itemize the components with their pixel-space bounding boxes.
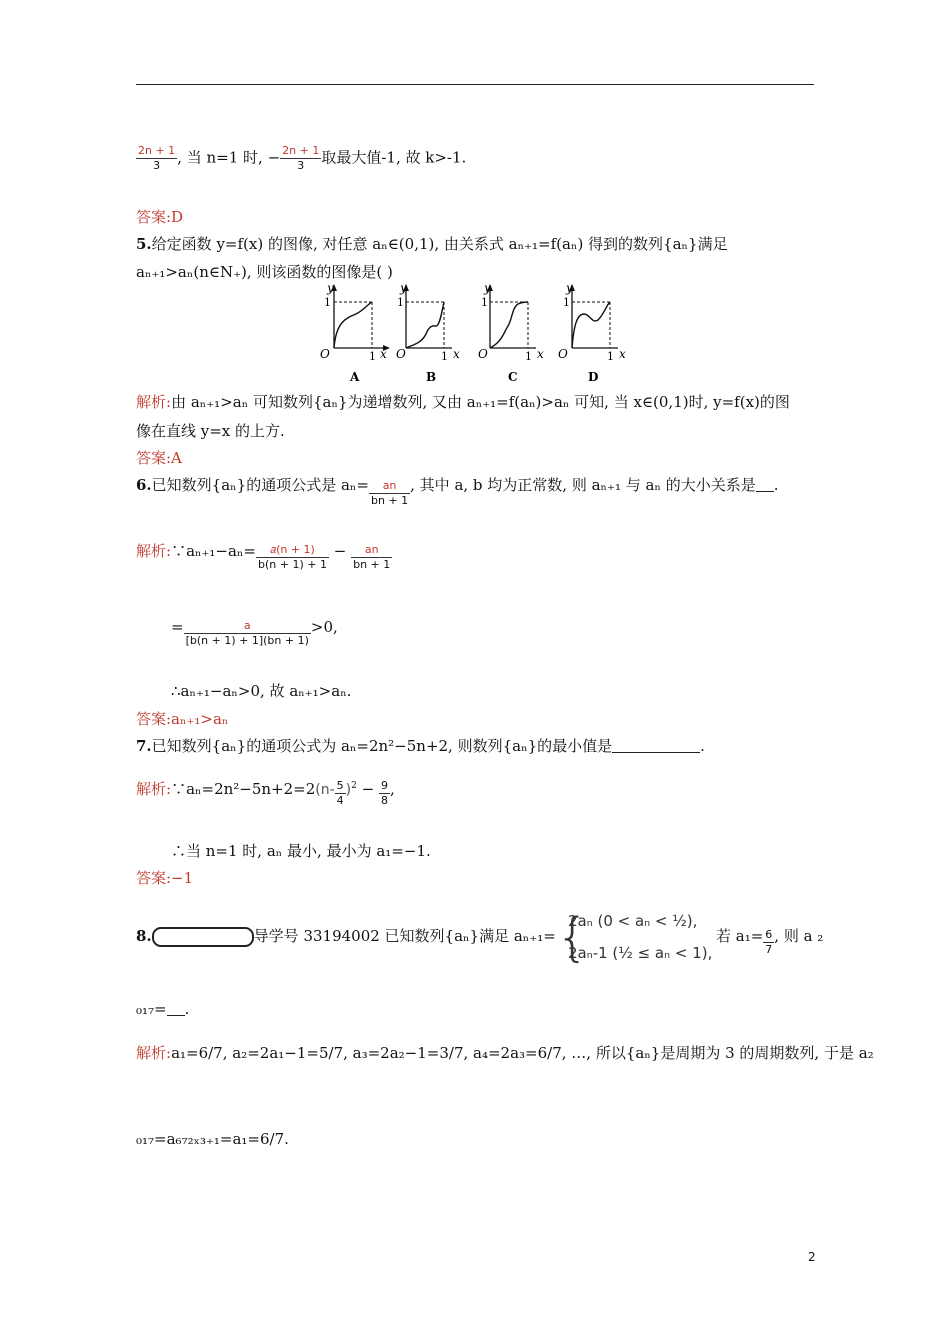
question-8-line2: ₀₁₇= .: [136, 1000, 190, 1018]
svg-text:y: y: [327, 282, 334, 295]
svg-text:B: B: [426, 370, 437, 384]
tag-pill: [152, 927, 254, 947]
function-graphs: [316, 282, 636, 386]
svg-text:O: O: [320, 347, 330, 361]
svg-text:1: 1: [525, 350, 532, 363]
svg-text:x: x: [453, 347, 460, 361]
fraction: $\frac{\text{𝑎(n + 1)}}{b(n + 1) + 1}$: [258, 543, 327, 571]
svg-text:O: O: [396, 347, 406, 361]
svg-text:O: O: [558, 347, 568, 361]
fraction: $\frac{9}{8}$: [381, 779, 389, 807]
answer-5: 答案:A: [136, 449, 182, 467]
svg-text:1: 1: [481, 296, 488, 309]
svg-text:1: 1: [441, 350, 448, 363]
fraction: $\frac{an}{bn + 1}$: [353, 543, 391, 571]
prev-solution-line: $\frac{2n + 1}{3}$ , 当 n=1 时, − $\frac{2n + 1}{3}$ 取最大值-1, 故 k>-1.: [138, 144, 467, 172]
svg-text:O: O: [478, 347, 488, 361]
svg-text:C: C: [508, 370, 518, 384]
q6-analysis: 解析:∵aₙ₊₁−aₙ= $\frac{\text{𝑎(n + 1)}}{b(n + 1) + 1}$ − $\frac{an}{bn + 1}$: [136, 542, 391, 571]
answer-prev: 答案:D: [136, 208, 184, 226]
svg-text:1: 1: [563, 296, 570, 309]
svg-text:1: 1: [369, 350, 376, 363]
page-number: 2: [808, 1250, 816, 1264]
svg-text:A: A: [350, 370, 360, 384]
q5-analysis: 解析:由 aₙ₊₁>aₙ 可知数列{aₙ}为递增数列, 又由 aₙ₊₁=f(aₙ)>aₙ 可知, 当 x∈(0,1)时, y=f(x)的图: [136, 393, 790, 411]
svg-text:y: y: [400, 282, 407, 295]
graph-a: [320, 282, 390, 384]
question-5-line2: aₙ₊₁>aₙ(n∈N₊), 则该函数的图像是( ): [136, 263, 393, 281]
svg-text:1: 1: [607, 350, 614, 363]
svg-text:1: 1: [397, 296, 404, 309]
question-8: 8. 导学号 33194002 已知数列{aₙ}满足 aₙ₊₁=: [136, 927, 556, 945]
answer-6: 答案:aₙ₊₁>aₙ: [136, 710, 229, 728]
q6-analysis-step3: ∴aₙ₊₁−aₙ>0, 故 aₙ₊₁>aₙ.: [171, 682, 352, 700]
graph-b: [396, 282, 460, 384]
fraction: $\frac{5}{4}$: [336, 779, 344, 807]
svg-text:D: D: [588, 370, 599, 384]
svg-text:y: y: [566, 282, 573, 295]
brace: {: [556, 908, 590, 968]
fraction: $\frac{a}{[b(n + 1) + 1](bn + 1)}$: [185, 619, 309, 647]
question-5: 5.给定函数 y=f(x) 的图像, 对任意 aₙ∈(0,1), 由关系式 aₙ₊₁=f(aₙ) 得到的数列{aₙ}满足: [136, 235, 728, 253]
question-7: 7.已知数列{aₙ}的通项公式为 aₙ=2n²−5n+2, 则数列{aₙ}的最小值是 .: [136, 737, 705, 755]
svg-text:x: x: [380, 347, 387, 361]
answer-7: 答案:−1: [136, 869, 194, 887]
svg-text:x: x: [537, 347, 544, 361]
graph-c: [478, 282, 544, 384]
fraction: $\frac{2n + 1}{3}$: [282, 144, 320, 172]
answer-blank: [167, 1001, 185, 1016]
question-6: 6.已知数列{aₙ}的通项公式是 aₙ= $\frac{an}{bn + 1}$ , 其中 a, b 均为正常数, 则 aₙ₊₁ 与 aₙ 的大小关系是 .: [136, 476, 779, 507]
q5-analysis-line2: 像在直线 y=x 的上方.: [136, 422, 285, 440]
fraction: $\frac{2n + 1}{3}$: [138, 144, 176, 172]
q8-condition: 若 a₁= $\frac{6}{7}$ , 则 a ₂: [716, 927, 824, 956]
q8-analysis: 解析:a₁=6/7, a₂=2a₁−1=5/7, a₃=2a₂−1=3/7, a₄=2a₃=6/7, …, 所以{aₙ}是周期为 3 的周期数列, 于是 a₂: [136, 1044, 874, 1062]
answer-blank: [756, 477, 774, 492]
svg-text:x: x: [619, 347, 626, 361]
q7-analysis: 解析:∵aₙ=2n²−5n+2=2(n- $\frac{5}{4}$ )$^2$ − $\frac{9}{8}$ ,: [136, 779, 395, 807]
graph-d: [558, 282, 626, 384]
svg-text:1: 1: [324, 296, 331, 309]
q6-analysis-step2: = $\frac{a}{[b(n + 1) + 1](bn + 1)}$ >0,: [171, 618, 338, 647]
fraction: $\frac{an}{bn + 1}$: [370, 479, 409, 507]
svg-text:y: y: [484, 282, 491, 295]
header-rule: [136, 84, 814, 85]
fraction: $\frac{6}{7}$: [765, 928, 773, 956]
q8-analysis-line2: ₀₁₇=a₆₇₂ₓ₃₊₁=a₁=6/7.: [136, 1130, 289, 1148]
q7-analysis-step2: ∴当 n=1 时, aₙ 最小, 最小为 a₁=−1.: [171, 842, 431, 860]
answer-blank: [612, 738, 700, 753]
